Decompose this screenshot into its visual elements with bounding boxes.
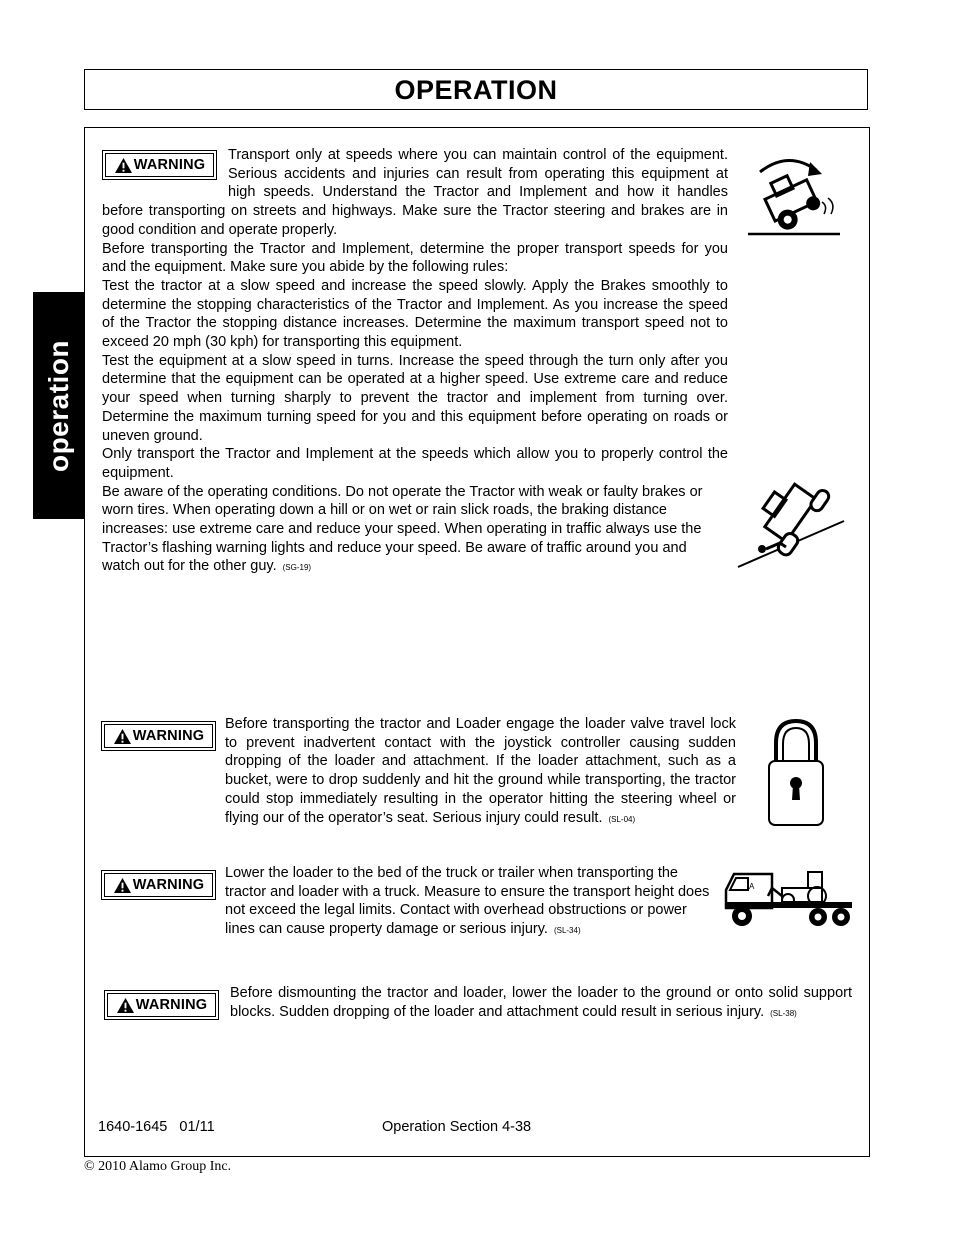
padlock-icon — [766, 717, 826, 827]
side-tab-label: operation — [43, 339, 74, 472]
warning-label: WARNING — [132, 728, 205, 744]
tractor-tipping-icon — [748, 150, 843, 238]
warning-label: WARNING — [135, 997, 208, 1013]
section-page-number: Operation Section 4-38 — [382, 1119, 532, 1135]
svg-text:A: A — [749, 882, 755, 891]
paragraph: Test the tractor at a slow speed and increase the speed slowly. Apply the Brakes smoothly to determine the stopping characteristics of the Tractor and Implement. As you increase the speed of the Tractor the stopping distance increases. Determine the maximum transport speed not to exceed 20 mph (30 kph) for transporting this equipment. — [102, 277, 728, 351]
warning-triangle-icon — [113, 877, 132, 894]
warning-badge-2 — [101, 721, 216, 751]
paragraph-text: Be aware of the operating conditions. Do not operate the Tractor with weak or faulty brakes or worn tires. When operating down a hill or on wet or rain slick roads, the braking distance increases: use extreme care and reduce your speed. When operating in traffic always use the Tractor’s flashing warning lights and reduce your speed. Be aware of traffic around you and watch out for the other guy. — [102, 483, 703, 575]
document-number: 1640-1645 01/11 — [98, 1119, 215, 1135]
copyright: © 2010 Alamo Group Inc. — [84, 1159, 232, 1174]
warning-triangle-icon — [116, 997, 135, 1014]
paragraph — [102, 483, 728, 579]
page-header — [84, 69, 868, 110]
loader-travel-lock-warning — [225, 715, 736, 829]
paragraph: Test the equipment at a slow speed in turns. Increase the speed through the turn only after you determine that the equipment can be operated at a higher speed. Use extreme care and reduce your speed when turning sharply to prevent the tractor and implement from turning over. Determine the maximum turning speed for you and this equipment before operating on roads or uneven ground. — [102, 352, 728, 444]
warning-text: Lower the loader to the bed of the truck or trailer when transporting the tractor and loader with a truck. Measure to ensure the transport height does not exceed the legal limits. Contact with overhead obstructions or power lines can cause property damage or serious injury. — [225, 865, 710, 938]
warning-triangle-icon — [113, 728, 132, 745]
truck-hauling-tractor-icon — [722, 866, 854, 930]
reference-code: (SL-04) — [608, 814, 636, 824]
warning-badge-3 — [101, 870, 216, 900]
reference-code: (SL-34) — [553, 926, 581, 936]
reference-code: (SG-19) — [282, 563, 312, 573]
warning-label: WARNING — [132, 877, 205, 893]
warning-text: Before dismounting the tractor and loader, lower the loader to the ground or onto solid support blocks. Sudden dropping of the loader and attachment could result in serious injury. — [230, 985, 852, 1020]
paragraph: Transport only at speeds where you can maintain control of the equipment. Serious accidents and injuries can result from operating this equipment at high speeds. Understand the Tractor and Implement and how it handles before transporting on streets and highways. Make sure the Tractor steering and brakes are in good condition and operate properly. — [102, 147, 728, 238]
reference-code: (SL-38) — [770, 1008, 797, 1018]
tractor-overturn-slope-icon — [736, 463, 846, 571]
warning-text: Before transporting the tractor and Loader engage the loader valve travel lock to prevent inadvertent contact with the joystick controller causing sudden dropping of the loader and attachment. If the loader attachment, such as a bucket, were to drop suddenly and hit the ground while transporting, the tractor could stop immediately resulting in the operator hitting the steering wheel or flying our of the operator’s seat. Serious injury could result. — [225, 716, 736, 826]
side-tab — [33, 292, 85, 519]
truck-transport-warning — [225, 864, 715, 941]
paragraph: Only transport the Tractor and Implement at the speeds which allow you to properly control the equipment. — [102, 446, 728, 481]
warning-badge-4 — [104, 990, 219, 1020]
transport-speed-warning — [102, 146, 728, 578]
warning-label: WARNING — [133, 157, 206, 173]
page-title: OPERATION — [394, 75, 558, 105]
paragraph: Before transporting the Tractor and Implement, determine the proper transport speeds for you and the equipment. Make sure you abide by the following rules: — [102, 240, 728, 276]
dismount-lower-loader-warning — [230, 984, 852, 1023]
